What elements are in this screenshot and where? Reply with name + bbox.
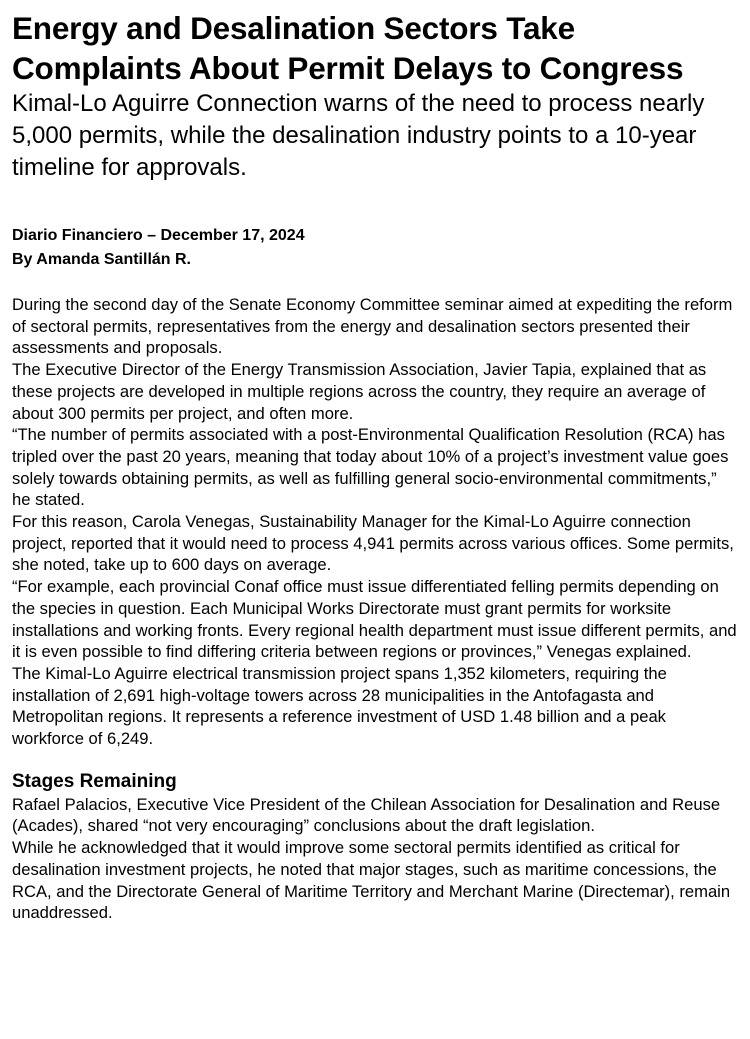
- paragraph: “The number of permits associated with a post-Environmental Qualification Resolution (RCA) has tripled over the past 20 years, meaning that today about 10% of a project’s investment value goes solely towards obtaining permits, as well as fulfilling general socio-environmental commitments,” he stated.: [12, 425, 729, 510]
- article-body: [12, 294, 738, 924]
- paragraph: Rafael Palacios, Executive Vice President of the Chilean Association for Desalination and Reuse (Acades), shared “not very encouraging” conclusions about the draft legislation.: [12, 794, 721, 836]
- paragraph: While he acknowledged that it would improve some sectoral permits identified as critical for desalination investment projects, he noted that major stages, such as maritime concessions, the RCA, and the Directorate General of Maritime Territory and Merchant Marine (Directemar), remain unaddressed.: [12, 838, 731, 923]
- source-date: Diario Financiero – December 17, 2024: [12, 227, 305, 244]
- article-subtitle: Kimal-Lo Aguirre Connection warns of the need to process nearly 5,000 permits, while the desalination industry points to a 10-year timeline for approvals.: [12, 90, 705, 181]
- article-meta: [12, 224, 738, 272]
- paragraph: The Executive Director of the Energy Transmission Association, Javier Tapia, explained that as these projects are developed in multiple regions across the country, they require an average of about 300 permits per project, and often more.: [12, 360, 707, 423]
- paragraph: “For example, each provincial Conaf office must issue differentiated felling permits depending on the species in question. Each Municipal Works Directorate must grant permits for worksite installations and working fronts. Every regional health department must issue different permits, and it is even possible to find differing criteria between regions or provinces,” Venegas explained.: [12, 577, 737, 662]
- section-heading: Stages Remaining: [12, 770, 177, 792]
- paragraph: During the second day of the Senate Economy Committee seminar aimed at expediting the reform of sectoral permits, representatives from the energy and desalination sectors presented their assessments and proposals.: [12, 295, 733, 358]
- article-title: Energy and Desalination Sectors Take Complaints About Permit Delays to Congress: [12, 10, 684, 86]
- paragraph: For this reason, Carola Venegas, Sustainability Manager for the Kimal-Lo Aguirre connection project, reported that it would need to process 4,941 permits across various offices. Some permits, she noted, take up to 600 days on average.: [12, 512, 734, 575]
- paragraph: The Kimal-Lo Aguirre electrical transmission project spans 1,352 kilometers, requiring the installation of 2,691 high-voltage towers across 28 municipalities in the Antofagasta and Metropolitan regions. It represents a reference investment of USD 1.48 billion and a peak workforce of 6,249.: [12, 663, 667, 749]
- author: By Amanda Santillán R.: [12, 251, 191, 268]
